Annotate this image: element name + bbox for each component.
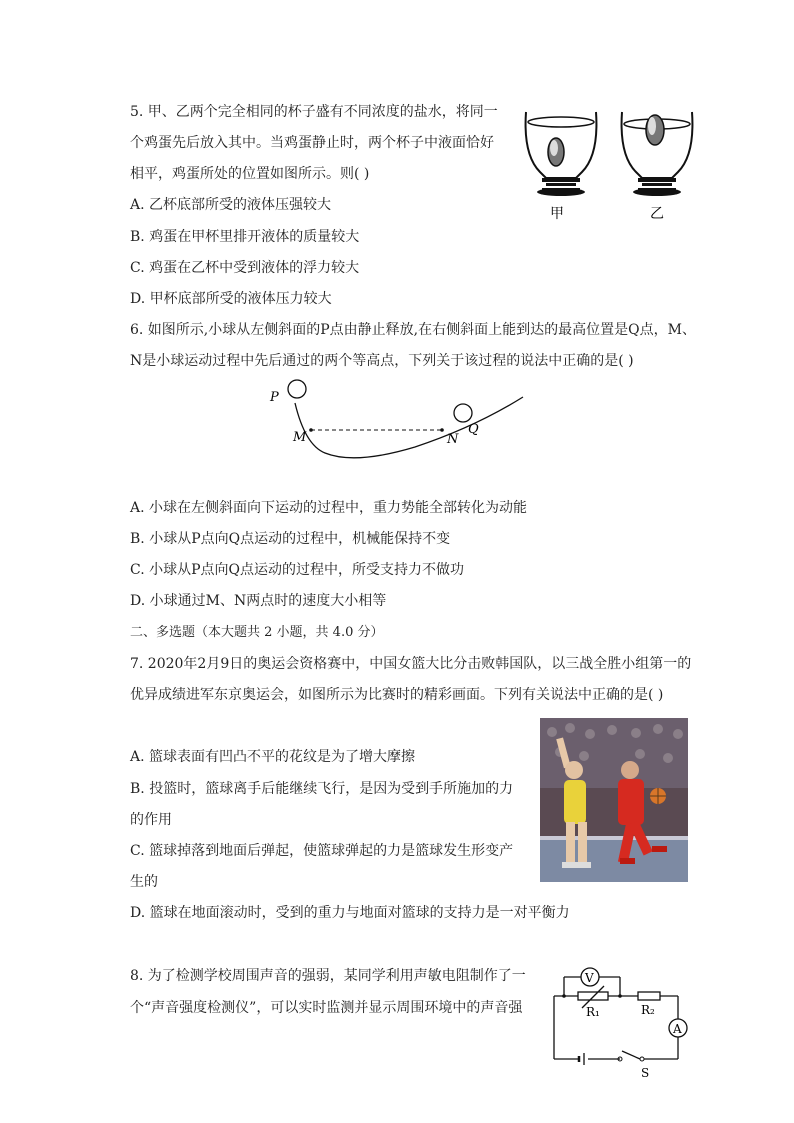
q6-option-b: B. 小球从P点向Q点运动的过程中，机械能保持不变 bbox=[130, 531, 451, 547]
q5-option-b: B. 鸡蛋在甲杯里排开液体的质量较大 bbox=[130, 229, 360, 245]
q7-option-c-line-2: 生的 bbox=[130, 874, 158, 890]
label-q: Q bbox=[468, 422, 479, 437]
label-p: P bbox=[270, 390, 279, 405]
q5-stem-line-3: 相平，鸡蛋所处的位置如图所示。则( ) bbox=[130, 166, 370, 182]
q7-option-c-line-1: C. 篮球掉落到地面后弹起，使篮球弹起的力是篮球发生形变产 bbox=[130, 843, 514, 859]
label-jia: 甲 bbox=[550, 206, 564, 222]
section-multiple-choice-title: 二、多选题（本大题共 2 小题，共 4.0 分） bbox=[130, 625, 384, 640]
q5-option-a: A. 乙杯底部所受的液体压强较大 bbox=[130, 197, 332, 213]
q5-cups-figure bbox=[518, 100, 698, 225]
q6-option-c: C. 小球从P点向Q点运动的过程中，所受支持力不做功 bbox=[130, 562, 465, 578]
q6-stem-line-1: 6. 如图所示,小球从左侧斜面的P点由静止释放,在右侧斜面上能到达的最高位置是Q点，M、 bbox=[130, 322, 696, 338]
q6-option-d: D. 小球通过M、N两点时的速度大小相等 bbox=[130, 593, 387, 609]
label-r1: R₁ bbox=[586, 1005, 600, 1019]
label-r2: R₂ bbox=[641, 1003, 655, 1017]
q7-stem-line-2: 优异成绩进军东京奥运会，如图所示为比赛时的精彩画面。下列有关说法中正确的是( ) bbox=[130, 687, 664, 703]
label-m: M bbox=[293, 430, 307, 445]
q7-option-b-line-1: B. 投篮时，篮球离手后能继续飞行，是因为受到手所施加的力 bbox=[130, 781, 514, 797]
q8-stem-line-2: 个“声音强度检测仪”，可以实时监测并显示周围环境中的声音强 bbox=[130, 1000, 523, 1016]
q6-option-a: A. 小球在左侧斜面向下运动的过程中，重力势能全部转化为动能 bbox=[130, 500, 528, 516]
q5-stem-line-2: 个鸡蛋先后放入其中。当鸡蛋静止时，两个杯子中液面恰好 bbox=[130, 135, 494, 151]
q8-circuit-figure bbox=[548, 964, 698, 1084]
q5-option-c: C. 鸡蛋在乙杯中受到液体的浮力较大 bbox=[130, 260, 360, 276]
q7-option-d: D. 篮球在地面滚动时，受到的重力与地面对篮球的支持力是一对平衡力 bbox=[130, 905, 570, 921]
q8-stem-line-1: 8. 为了检测学校周围声音的强弱，某同学利用声敏电阻制作了一 bbox=[130, 968, 526, 984]
cup-yi bbox=[622, 112, 693, 196]
label-voltmeter: V bbox=[585, 971, 594, 985]
label-yi: 乙 bbox=[650, 206, 664, 222]
q7-option-b-line-2: 的作用 bbox=[130, 812, 172, 828]
label-switch: S bbox=[641, 1066, 650, 1080]
q7-option-a: A. 篮球表面有凹凸不平的花纹是为了增大摩擦 bbox=[130, 749, 416, 765]
q6-stem-line-2: N是小球运动过程中先后通过的两个等高点，下列关于该过程的说法中正确的是( ) bbox=[130, 353, 634, 369]
cup-jia bbox=[526, 112, 597, 196]
q5-stem-line-1: 5. 甲、乙两个完全相同的杯子盛有不同浓度的盐水，将同一 bbox=[130, 104, 498, 120]
label-n: N bbox=[447, 432, 459, 447]
basketball-photo bbox=[540, 718, 688, 882]
q6-track-figure bbox=[265, 375, 535, 470]
q5-option-d: D. 甲杯底部所受的液体压力较大 bbox=[130, 291, 332, 307]
label-ammeter: A bbox=[673, 1022, 682, 1036]
q7-stem-line-1: 7. 2020年2月9日的奥运会资格赛中，中国女篮大比分击败韩国队，以三战全胜小组第一的 bbox=[130, 656, 692, 672]
